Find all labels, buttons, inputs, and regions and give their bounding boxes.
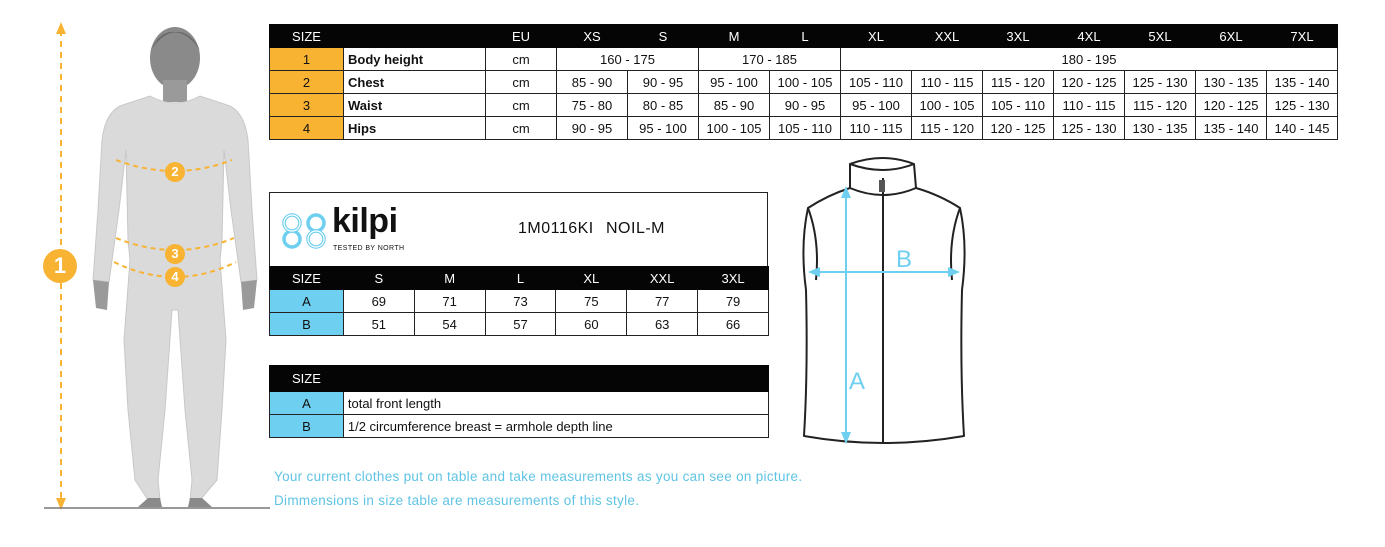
row-number: 2 [270,71,344,94]
table-cell: 100 - 105 [912,94,983,117]
table-cell: 80 - 85 [628,94,699,117]
table-cell: 125 - 130 [1054,117,1125,140]
table-cell: 95 - 100 [699,71,770,94]
table-cell: 120 - 125 [1054,71,1125,94]
header-cell: SIZE [270,267,344,290]
table-row [270,313,769,336]
table-cell: 95 - 100 [628,117,699,140]
row-label: Waist [344,94,486,117]
legend-text: total front length [343,392,768,415]
marker-3: 3 [165,244,185,264]
table-cell: 140 - 145 [1267,117,1338,140]
note-line-1: Your current clothes put on table and take measurements as you can see on picture. [274,469,803,484]
marker-4: 4 [165,267,185,287]
table-cell: 115 - 120 [912,117,983,140]
table-cell: 125 - 130 [1125,71,1196,94]
table-cell: 54 [414,313,485,336]
table-row [270,48,1338,71]
body-table-header [270,25,1338,48]
row-number: 3 [270,94,344,117]
header-cell: XS [557,25,628,48]
table-cell: 105 - 110 [841,71,912,94]
table-cell: 105 - 110 [983,94,1054,117]
table-cell: 135 - 140 [1196,117,1267,140]
table-cell: 90 - 95 [557,117,628,140]
table-cell: 69 [343,290,414,313]
table-cell: 100 - 105 [770,71,841,94]
vest-label-a: A [849,368,866,395]
brand-name: kilpi [332,202,398,240]
row-label: Chest [344,71,486,94]
product-header [269,192,768,266]
vest-label-b: B [896,246,913,273]
vest-diagram [790,150,980,455]
row-key: A [270,290,344,313]
table-cell: 57 [485,313,556,336]
header-cell: XXL [627,267,698,290]
table-cell: 63 [627,313,698,336]
table-cell: 110 - 115 [912,71,983,94]
table-row [270,392,769,415]
table-cell: 130 - 135 [1196,71,1267,94]
header-cell: M [699,25,770,48]
product-name: NOIL-M [606,220,665,237]
marker-2: 2 [165,162,185,182]
legend-table [269,365,769,438]
header-cell: 6XL [1196,25,1267,48]
header-cell: EU [486,25,557,48]
header-cell: SIZE [270,366,344,392]
table-cell: 95 - 100 [841,94,912,117]
table-cell: 135 - 140 [1267,71,1338,94]
table-cell: 115 - 120 [1125,94,1196,117]
table-cell: 115 - 120 [983,71,1054,94]
row-key: B [270,415,344,438]
body-size-table [269,24,1338,140]
header-cell: 7XL [1267,25,1338,48]
row-key: B [270,313,344,336]
row-number: 4 [270,117,344,140]
table-cell: 73 [485,290,556,313]
header-cell: 3XL [983,25,1054,48]
table-row [270,71,1338,94]
header-cell: L [485,267,556,290]
header-cell: SIZE [270,25,344,48]
table-cell: 66 [698,313,769,336]
header-cell [343,366,768,392]
header-cell: XXL [912,25,983,48]
row-label: Hips [344,117,486,140]
kilpi-logo-icon [278,207,330,253]
table-cell: 110 - 115 [1054,94,1125,117]
table-cell: 120 - 125 [1196,94,1267,117]
table-cell: 125 - 130 [1267,94,1338,117]
table-cell: 79 [698,290,769,313]
range-cell: 170 - 185 [699,48,841,71]
row-label: Body height [344,48,486,71]
table-row [270,117,1338,140]
range-cell: 180 - 195 [841,48,1338,71]
range-cell: 160 - 175 [557,48,699,71]
marker-1: 1 [43,249,77,283]
garment-size-table [269,266,769,336]
legend-text: 1/2 circumference breast = armhole depth line [343,415,768,438]
table-cell: 60 [556,313,627,336]
table-cell: 120 - 125 [983,117,1054,140]
table-row [270,94,1338,117]
unit-cell: cm [486,71,557,94]
header-cell [344,25,486,48]
garment-table-header [270,267,769,290]
table-cell: 90 - 95 [770,94,841,117]
table-cell: 71 [414,290,485,313]
table-cell: 105 - 110 [770,117,841,140]
note-line-2: Dimmensions in size table are measurements of this style. [274,493,640,508]
header-cell: 5XL [1125,25,1196,48]
table-cell: 90 - 95 [628,71,699,94]
table-cell: 100 - 105 [699,117,770,140]
product-code: 1M0116KI [518,220,594,237]
table-cell: 110 - 115 [841,117,912,140]
table-cell: 77 [627,290,698,313]
table-cell: 75 [556,290,627,313]
header-cell: XL [556,267,627,290]
legend-table-header [270,366,769,392]
row-key: A [270,392,344,415]
header-cell: S [343,267,414,290]
header-cell: XL [841,25,912,48]
table-cell: 85 - 90 [557,71,628,94]
header-cell: 3XL [698,267,769,290]
table-row [270,415,769,438]
table-cell: 130 - 135 [1125,117,1196,140]
row-number: 1 [270,48,344,71]
brand-tagline: TESTED BY NORTH [333,245,405,252]
header-cell: S [628,25,699,48]
unit-cell: cm [486,48,557,71]
table-cell: 75 - 80 [557,94,628,117]
table-cell: 85 - 90 [699,94,770,117]
unit-cell: cm [486,117,557,140]
header-cell: 4XL [1054,25,1125,48]
header-cell: L [770,25,841,48]
table-cell: 51 [343,313,414,336]
header-cell: M [414,267,485,290]
table-row [270,290,769,313]
unit-cell: cm [486,94,557,117]
